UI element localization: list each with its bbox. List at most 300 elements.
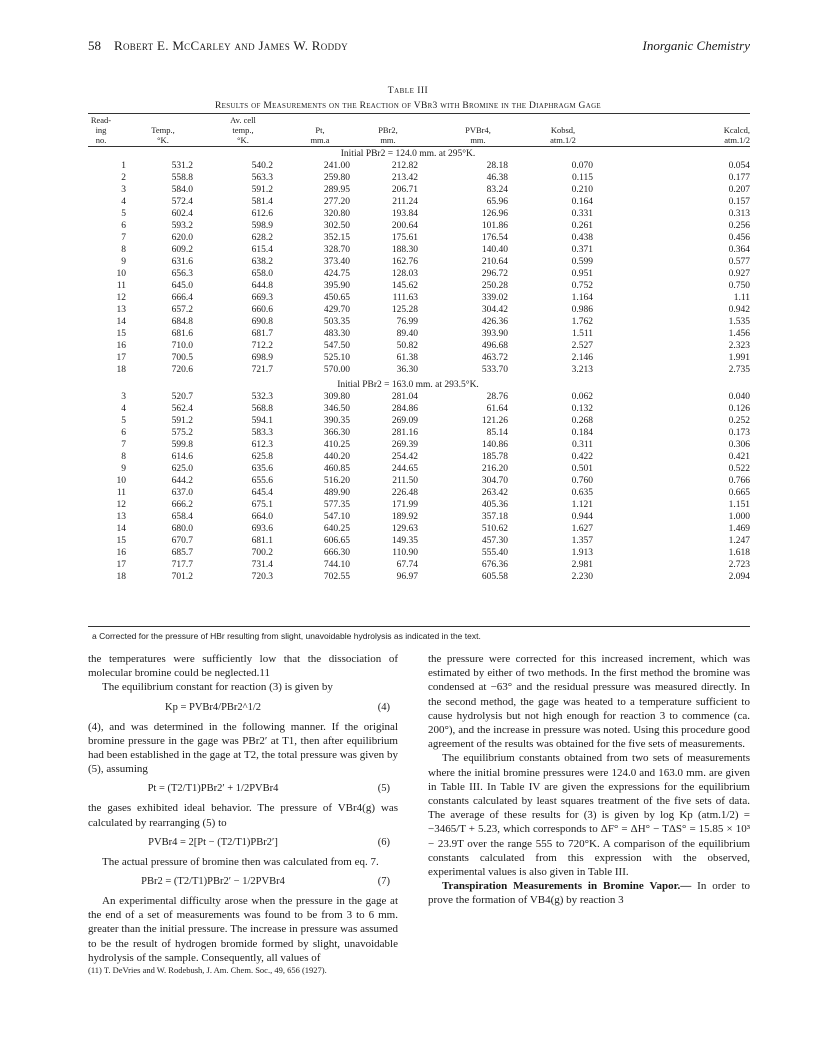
table-cell: 620.0 — [171, 233, 193, 243]
table-cell: 615.4 — [251, 245, 273, 255]
column-header-line: PVBr4, — [465, 125, 491, 135]
table-cell: 693.6 — [251, 524, 273, 534]
table-cell: 0.760 — [571, 476, 593, 486]
table-cell: 532.3 — [251, 392, 273, 402]
column-header — [213, 115, 273, 145]
table-cell: 0.944 — [571, 512, 593, 522]
table-cell: 3.213 — [571, 365, 593, 375]
table-cell: 16 — [116, 341, 126, 351]
equation-4 — [88, 699, 398, 717]
table-cell: 675.1 — [251, 500, 273, 510]
table-cell: 18 — [116, 572, 126, 582]
table-cell: 67.74 — [396, 560, 418, 570]
running-head — [88, 38, 750, 56]
right-column — [428, 652, 750, 908]
table-cell: 644.2 — [171, 476, 193, 486]
table-cell: 710.0 — [171, 341, 193, 351]
table-cell: 13 — [116, 512, 126, 522]
table-cell: 558.8 — [171, 173, 193, 183]
table-cell: 206.71 — [391, 185, 418, 195]
table-cell: 0.311 — [571, 440, 593, 450]
equation-text: Kp = PVBr4/PBr2^1/2 — [164, 701, 262, 713]
table-cell: 281.04 — [391, 392, 418, 402]
column-header — [533, 115, 593, 145]
table-cell: 429.70 — [323, 305, 350, 315]
table-cell: 599.8 — [171, 440, 193, 450]
table-cell: 390.35 — [323, 416, 350, 426]
table-row — [88, 208, 750, 220]
table-cell: 212.82 — [391, 161, 418, 171]
table-cell: 638.2 — [251, 257, 273, 267]
table-cell: 125.28 — [391, 305, 418, 315]
table-row — [88, 535, 750, 547]
table-cell: 254.42 — [391, 452, 418, 462]
table-cell: 720.3 — [251, 572, 273, 582]
table-cell: 395.90 — [323, 281, 350, 291]
table-cell: 0.261 — [571, 221, 593, 231]
table-cell: 304.42 — [481, 305, 508, 315]
table-cell: 226.48 — [391, 488, 418, 498]
table-cell: 0.665 — [728, 488, 750, 498]
table-cell: 664.0 — [251, 512, 273, 522]
table-top-rule — [88, 113, 750, 114]
table-cell: 744.10 — [323, 560, 350, 570]
table-cell: 0.501 — [571, 464, 593, 474]
table-row — [88, 439, 750, 451]
table-cell: 188.30 — [391, 245, 418, 255]
table-cell: 483.30 — [323, 329, 350, 339]
table-cell: 594.1 — [251, 416, 273, 426]
table-cell: 96.97 — [396, 572, 418, 582]
table-cell: 598.9 — [251, 221, 273, 231]
table-cell: 320.80 — [323, 209, 350, 219]
table-cell: 656.3 — [171, 269, 193, 279]
table-cell: 1.357 — [571, 536, 593, 546]
table-cell: 15 — [116, 329, 126, 339]
table-cell: 28.76 — [486, 392, 508, 402]
paragraph: (4), and was determined in the following manner. If the original bromine pressure in the gage was PBr2′ at T1, then after equilibrium had been established in the gage at T2, the total pressure was given by (5), assuming — [88, 720, 398, 776]
table-bottom-rule — [88, 626, 750, 627]
table-cell: 547.50 — [323, 341, 350, 351]
table-cell: 666.30 — [323, 548, 350, 558]
table-cell: 175.61 — [391, 233, 418, 243]
table-cell: 8 — [121, 245, 126, 255]
table-cell: 2.323 — [728, 341, 750, 351]
table-cell: 670.7 — [171, 536, 193, 546]
table-group-label: Initial PBr2 = 124.0 mm. at 295°K. — [340, 149, 476, 159]
table-cell: 450.65 — [323, 293, 350, 303]
journal-name: Inorganic Chemistry — [642, 38, 750, 53]
table-cell: 241.00 — [323, 161, 350, 171]
column-header-line: Read- — [90, 115, 112, 125]
table-cell: 373.40 — [323, 257, 350, 267]
section-heading: Transpiration Measurements in Bromine Vapor.— — [442, 880, 692, 893]
table-row — [88, 523, 750, 535]
column-header — [448, 115, 508, 145]
table-cell: 216.20 — [481, 464, 508, 474]
table-cell: 9 — [121, 257, 126, 267]
table-cell: 3 — [121, 185, 126, 195]
equation-number: (7) — [377, 876, 390, 888]
table-cell: 281.16 — [391, 428, 418, 438]
table-cell: 17 — [116, 353, 126, 363]
table-cell: 0.184 — [571, 428, 593, 438]
table-cell: 0.210 — [571, 185, 593, 195]
table-cell: 0.256 — [728, 221, 750, 231]
table-cell: 284.86 — [391, 404, 418, 414]
table-cell: 658.0 — [251, 269, 273, 279]
table-cell: 631.6 — [171, 257, 193, 267]
table-cell: 593.2 — [171, 221, 193, 231]
table-cell: 0.421 — [728, 452, 750, 462]
table-cell: 171.99 — [391, 500, 418, 510]
table-cell: 4 — [121, 197, 126, 207]
table-cell: 2.981 — [571, 560, 593, 570]
table-cell: 702.55 — [323, 572, 350, 582]
column-header-line: temp., — [232, 125, 254, 135]
table-cell: 213.42 — [391, 173, 418, 183]
column-header-line: no. — [95, 135, 107, 145]
table-cell: 0.752 — [571, 281, 593, 291]
table-cell: 0.062 — [571, 392, 593, 402]
paragraph — [428, 879, 750, 907]
table-cell: 684.8 — [171, 317, 193, 327]
column-header-line: °K. — [237, 135, 249, 145]
table-cell: 2.527 — [571, 341, 593, 351]
table-cell: 562.4 — [171, 404, 193, 414]
table-cell: 393.90 — [481, 329, 508, 339]
table-cell: 540.2 — [251, 161, 273, 171]
table-cell: 10 — [116, 476, 126, 486]
table-cell: 289.95 — [323, 185, 350, 195]
table-cell: 426.36 — [481, 317, 508, 327]
table-cell: 101.86 — [481, 221, 508, 231]
table-cell: 700.5 — [171, 353, 193, 363]
table-cell: 698.9 — [251, 353, 273, 363]
table-cell: 1.164 — [571, 293, 593, 303]
equation-number: (5) — [377, 783, 390, 795]
table-cell: 83.24 — [486, 185, 508, 195]
column-header-line — [448, 115, 508, 125]
table-row — [88, 172, 750, 184]
table-cell: 16 — [116, 548, 126, 558]
table-cell: 676.36 — [481, 560, 508, 570]
table-cell: 211.24 — [392, 197, 418, 207]
table-row — [88, 487, 750, 499]
table-cell: 572.4 — [171, 197, 193, 207]
equation-5 — [88, 780, 398, 798]
table-cell: 189.92 — [391, 512, 418, 522]
table-cell: 85.14 — [486, 428, 508, 438]
table-cell: 1.535 — [728, 317, 750, 327]
column-header-line: atm.1/2 — [550, 135, 576, 145]
table-row — [88, 268, 750, 280]
table-cell: 520.7 — [171, 392, 193, 402]
table-group-label: Initial PBr2 = 163.0 mm. at 293.5°K. — [337, 380, 479, 390]
table-cell: 612.6 — [251, 209, 273, 219]
column-header-line: Kcalcd, — [723, 125, 750, 135]
table-cell: 1.121 — [571, 500, 593, 510]
column-header-line: Kobsd, — [550, 125, 576, 135]
table-cell: 9 — [121, 464, 126, 474]
table-cell: 0.438 — [571, 233, 593, 243]
table-cell: 1.618 — [728, 548, 750, 558]
table-row — [88, 559, 750, 571]
equation-text: PBr2 = (T2/T1)PBr2′ − 1/2PVBr4 — [141, 876, 285, 888]
table-cell: 250.28 — [481, 281, 508, 291]
table-cell: 140.40 — [481, 245, 508, 255]
table-cell: 701.2 — [171, 572, 193, 582]
page-number: 58 — [88, 38, 101, 53]
table-cell: 591.2 — [171, 416, 193, 426]
table-cell: 14 — [116, 317, 126, 327]
table-row — [88, 328, 750, 340]
table-row — [88, 232, 750, 244]
column-header-line: Av. cell — [230, 115, 256, 125]
table-cell: 1 — [121, 161, 126, 171]
table-cell: 2.146 — [571, 353, 593, 363]
table-cell: 12 — [116, 293, 126, 303]
table-cell: 555.40 — [481, 548, 508, 558]
table-cell: 0.599 — [571, 257, 593, 267]
table-cell: 0.268 — [571, 416, 593, 426]
table-cell: 302.50 — [323, 221, 350, 231]
table-cell: 563.3 — [251, 173, 273, 183]
equation-number: (4) — [377, 701, 390, 713]
table-cell: 7 — [121, 233, 126, 243]
table-cell: 15 — [116, 536, 126, 546]
column-header — [133, 115, 193, 145]
table-cell: 346.50 — [323, 404, 350, 414]
table-cell: 0.364 — [728, 245, 750, 255]
table-cell: 12 — [116, 500, 126, 510]
table-row — [88, 340, 750, 352]
equation-number: (6) — [377, 836, 390, 848]
table-cell: 0.115 — [571, 173, 593, 183]
equation-7 — [88, 873, 398, 891]
table-cell: 244.65 — [391, 464, 418, 474]
table-row — [88, 547, 750, 559]
table-cell: 296.72 — [481, 269, 508, 279]
table-cell: 110.90 — [392, 548, 418, 558]
table-row — [88, 244, 750, 256]
table-cell: 1.469 — [728, 524, 750, 534]
table-cell: 0.252 — [728, 416, 750, 426]
table-cell: 309.80 — [323, 392, 350, 402]
table-cell: 457.30 — [481, 536, 508, 546]
table-cell: 145.62 — [391, 281, 418, 291]
table-cell: 111.63 — [392, 293, 418, 303]
table-row — [88, 292, 750, 304]
table-cell: 0.422 — [571, 452, 593, 462]
table-cell: 1.991 — [728, 353, 750, 363]
table-cell: 690.8 — [251, 317, 273, 327]
table-cell: 0.054 — [728, 161, 750, 171]
table-row — [88, 196, 750, 208]
table-header-rule — [88, 146, 750, 147]
table-cell: 50.82 — [396, 341, 418, 351]
table-cell: 0.331 — [571, 209, 593, 219]
table-cell: 0.040 — [728, 392, 750, 402]
table-cell: 65.96 — [486, 197, 508, 207]
table-cell: 644.8 — [251, 281, 273, 291]
table-cell: 602.4 — [171, 209, 193, 219]
table-cell: 121.26 — [481, 416, 508, 426]
table-cell: 510.62 — [481, 524, 508, 534]
table-cell: 0.942 — [728, 305, 750, 315]
paragraph: the pressure were corrected for this increased increment, which was estimated by either of two methods. In the first method the bromine was condensed at −63° and the residual pressure was measured directly. In the second method, the gage was heated to a temperature sufficient to cause hydrolysis but not high enough for reaction 3 to commence (ca. 200°), and the increase in pressure was noted. Using this procedure good agreement of the results was obtained for the five sets of measurements. — [428, 653, 750, 751]
table-cell: 149.35 — [391, 536, 418, 546]
table-cell: 660.6 — [251, 305, 273, 315]
table-cell: 17 — [116, 560, 126, 570]
table-cell: 731.4 — [251, 560, 273, 570]
table-cell: 645.0 — [171, 281, 193, 291]
table-cell: 424.75 — [323, 269, 350, 279]
table-row — [88, 571, 750, 583]
table-cell: 606.65 — [323, 536, 350, 546]
table-cell: 1.000 — [728, 512, 750, 522]
table-row — [88, 475, 750, 487]
table-cell: 269.39 — [391, 440, 418, 450]
paragraph: The actual pressure of bromine then was calculated from eq. 7. — [102, 855, 379, 868]
table-cell: 547.10 — [323, 512, 350, 522]
column-header-line: ing — [95, 125, 107, 135]
table-cell: 489.90 — [323, 488, 350, 498]
table-cell: 681.1 — [251, 536, 273, 546]
table-cell: 681.7 — [251, 329, 273, 339]
table-cell: 6 — [121, 428, 126, 438]
table-cell: 61.64 — [486, 404, 508, 414]
table-cell: 496.68 — [481, 341, 508, 351]
table-cell: 263.42 — [481, 488, 508, 498]
table-cell: 200.64 — [391, 221, 418, 231]
table-cell: 584.0 — [171, 185, 193, 195]
table-cell: 129.63 — [391, 524, 418, 534]
table-cell: 1.11 — [733, 293, 750, 303]
table-cell: 11 — [116, 488, 126, 498]
column-header-line: Pt, — [315, 125, 325, 135]
table-cell: 0.371 — [571, 245, 593, 255]
table-cell: 570.00 — [323, 365, 350, 375]
equation-text: PVBr4 = 2[Pt − (T2/T1)PBr2′] — [148, 836, 278, 848]
table-cell: 503.35 — [323, 317, 350, 327]
table-cell: 269.09 — [391, 416, 418, 426]
table-cell: 712.2 — [251, 341, 273, 351]
table-cell: 14 — [116, 524, 126, 534]
table-cell: 6 — [121, 221, 126, 231]
author-names: Robert E. McCarley and James W. Roddy — [114, 38, 348, 53]
table-cell: 193.84 — [391, 209, 418, 219]
table-cell: 328.70 — [323, 245, 350, 255]
table-row — [88, 463, 750, 475]
table-cell: 575.2 — [171, 428, 193, 438]
table-cell: 0.070 — [571, 161, 593, 171]
table-row — [88, 364, 750, 376]
table-cell: 628.2 — [251, 233, 273, 243]
table-row — [88, 391, 750, 403]
table-caption: Results of Measurements on the Reaction of VBr3 with Bromine in the Diaphragm Gage — [215, 101, 601, 111]
table-cell: 2 — [121, 173, 126, 183]
table-cell: 357.18 — [481, 512, 508, 522]
column-header — [290, 115, 350, 145]
table-cell: 666.2 — [171, 500, 193, 510]
table-cell: 3 — [121, 392, 126, 402]
table-cell: 700.2 — [251, 548, 273, 558]
table-cell: 0.750 — [728, 281, 750, 291]
paragraph: The equilibrium constant for reaction (3) is given by — [102, 681, 333, 694]
table-cell: 0.207 — [728, 185, 750, 195]
table-cell: 0.577 — [728, 257, 750, 267]
table-cell: 614.6 — [171, 452, 193, 462]
table-cell: 0.313 — [728, 209, 750, 219]
table-row — [88, 352, 750, 364]
table-cell: 657.2 — [171, 305, 193, 315]
table-cell: 635.6 — [251, 464, 273, 474]
table-cell: 581.4 — [251, 197, 273, 207]
table-cell: 366.30 — [323, 428, 350, 438]
table-cell: 1.456 — [728, 329, 750, 339]
table-cell: 605.58 — [481, 572, 508, 582]
table-row — [88, 415, 750, 427]
table-cell: 2.735 — [728, 365, 750, 375]
table-cell: 410.25 — [323, 440, 350, 450]
table-cell: 577.35 — [323, 500, 350, 510]
table-cell: 11 — [116, 281, 126, 291]
column-header-line: atm.1/2 — [724, 135, 750, 145]
table-cell: 1.913 — [571, 548, 593, 558]
table-row — [88, 511, 750, 523]
column-header-line — [133, 115, 193, 125]
table-cell: 46.38 — [486, 173, 508, 183]
table-cell: 61.38 — [396, 353, 418, 363]
table-cell: 1.762 — [571, 317, 593, 327]
table-cell: 352.15 — [323, 233, 350, 243]
table-cell: 666.4 — [171, 293, 193, 303]
table-cell: 669.3 — [251, 293, 273, 303]
table-cell: 591.2 — [251, 185, 273, 195]
paragraph-text: In order to prove the formation of VB4(g) by reaction 3 — [428, 880, 750, 907]
column-header-line: mm. — [380, 135, 396, 145]
table-row — [88, 256, 750, 268]
table-cell: 0.456 — [728, 233, 750, 243]
table-cell: 36.30 — [396, 365, 418, 375]
table-cell: 609.2 — [171, 245, 193, 255]
table-cell: 658.4 — [171, 512, 193, 522]
column-header-line — [358, 115, 418, 125]
table-cell: 277.20 — [323, 197, 350, 207]
table-cell: 685.7 — [171, 548, 193, 558]
table-cell: 583.3 — [251, 428, 273, 438]
table-cell: 405.36 — [481, 500, 508, 510]
table-cell: 516.20 — [323, 476, 350, 486]
table-cell: 259.80 — [323, 173, 350, 183]
table-cell: 76.99 — [396, 317, 418, 327]
table-cell: 463.72 — [481, 353, 508, 363]
equation-6 — [88, 834, 398, 852]
table-cell: 10 — [116, 269, 126, 279]
table-cell: 2.723 — [728, 560, 750, 570]
table-cell: 0.126 — [728, 404, 750, 414]
table-cell: 210.64 — [481, 257, 508, 267]
table-cell: 211.50 — [392, 476, 418, 486]
table-cell: 0.951 — [571, 269, 593, 279]
left-column — [88, 652, 398, 976]
column-header — [690, 115, 750, 145]
reference-footnote: (11) T. DeVries and W. Rodebush, J. Am. Chem. Soc., 49, 656 (1927). — [88, 965, 327, 976]
table-cell: 18 — [116, 365, 126, 375]
table-row — [88, 451, 750, 463]
table-cell: 681.6 — [171, 329, 193, 339]
